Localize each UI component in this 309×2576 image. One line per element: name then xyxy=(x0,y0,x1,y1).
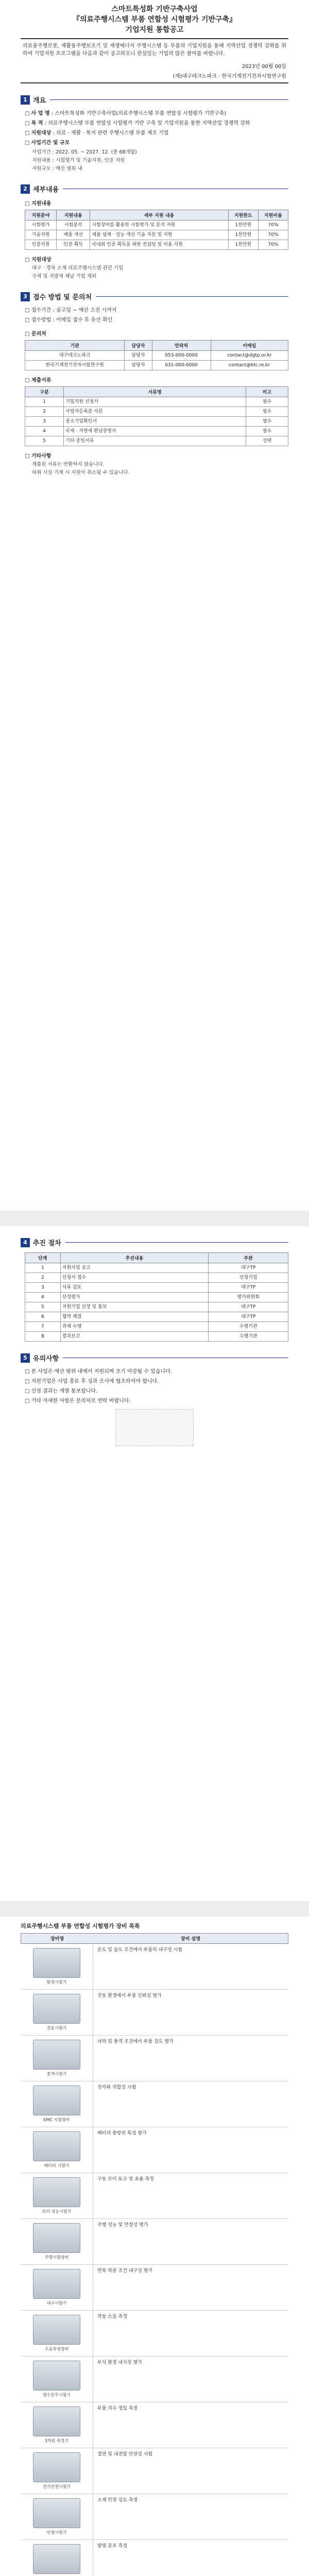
equipment-photo xyxy=(21,2127,93,2173)
equipment-description: 낙하 및 충격 조건에서 부품 강도 평가 xyxy=(97,2039,174,2044)
section-number: 1 xyxy=(21,95,30,105)
equipment-description: 반복 하중 조건 내구성 평가 xyxy=(97,2268,153,2274)
table-row: 2 신청서 접수 신청기업 xyxy=(25,1273,288,1283)
table-row: 1 기업지원 신청서 필수 xyxy=(25,397,288,407)
equipment-photo xyxy=(21,2402,93,2448)
section-notes xyxy=(21,1353,288,1363)
equipment-row xyxy=(21,2357,288,2402)
equipment-row xyxy=(21,2127,288,2173)
table-row: 5 기타 증빙서류 선택 xyxy=(25,436,288,446)
section-details xyxy=(21,184,288,194)
equipment-row xyxy=(21,1944,288,1990)
overview-item: □ 목 적 : 의료주행시스템 부품 연합성 시험평가 기반 구축 및 기업지원을 통한 지역산업 경쟁력 강화 xyxy=(25,121,250,126)
doc-header xyxy=(21,4,288,35)
table-row: 5 지원기업 선정 및 통보 대구TP xyxy=(25,1302,288,1312)
table-row: 3 서류 검토 대구TP xyxy=(25,1283,288,1293)
period-line: 사업기간 : 2022. 05. ~ 2027. 12. (총 68개월) xyxy=(32,149,137,155)
section-overview xyxy=(21,95,288,105)
equipment-image xyxy=(33,2131,80,2161)
equipment-row xyxy=(21,2311,288,2357)
equipment-photo xyxy=(21,2357,93,2402)
equipment-image xyxy=(33,2361,80,2391)
note-line: 대구 · 경북 소재 의료주행시스템 관련 기업 xyxy=(32,265,124,271)
section-rule xyxy=(96,296,288,297)
doc-subtitle: 『의료주행시스템 부품 연합성 시험평가 기반구축』 xyxy=(73,15,236,24)
application-item: □ 접수기간 : 공고일 ~ 예산 소진 시까지 xyxy=(25,308,117,313)
equipment-description: 부식 환경 내식성 평가 xyxy=(97,2360,142,2365)
etc-line: 허위 사실 기재 시 지원이 취소될 수 있습니다. xyxy=(32,470,130,476)
equipment-name: 배터리 시험기 xyxy=(44,2163,70,2168)
equipment-description: 전자파 적합성 시험 xyxy=(97,2085,136,2090)
equipment-description: 온도 및 습도 조건에서 부품의 내구성 시험 xyxy=(97,1947,182,1953)
section-number: 4 xyxy=(21,1238,30,1247)
etc-heading: □ 기타사항 xyxy=(25,453,52,459)
period-line: 지원규모 : 예산 범위 내 xyxy=(32,166,82,172)
equipment-name: 소음측정장비 xyxy=(44,2347,69,2351)
equipment-photo xyxy=(21,1944,93,1989)
equipment-image xyxy=(33,2544,80,2574)
equipment-photo xyxy=(21,2311,93,2356)
section-application xyxy=(21,292,288,301)
equipment-row xyxy=(21,2402,288,2448)
doc-page-2 xyxy=(21,1226,288,1901)
equipment-name: 주행시험장비 xyxy=(44,2255,69,2260)
section-number: 3 xyxy=(21,292,30,301)
notice-date: 2023년 00월 00일 xyxy=(242,64,286,70)
equipment-image xyxy=(33,2406,80,2436)
table-row: 4 국세 · 지방세 완납증명서 필수 xyxy=(25,427,288,436)
equipment-name: 충격시험기 xyxy=(46,2072,67,2076)
equipment-description: 소재 인장 강도 측정 xyxy=(97,2498,138,2503)
equipment-description: 발열 분포 측정 xyxy=(97,2544,127,2549)
details-subheading: □ 지원내용 xyxy=(25,201,52,207)
equipment-photo xyxy=(21,2036,93,2081)
doc-subtitle2: 기업지원 통합공고 xyxy=(125,26,184,34)
table-row: 2 사업자등록증 사본 필수 xyxy=(25,407,288,417)
section-rule xyxy=(65,1242,288,1243)
equipment-row xyxy=(21,2219,288,2265)
table-row: 8 결과보고 수행기관 xyxy=(25,1332,288,1342)
equipment-name: 환경시험기 xyxy=(46,1980,67,1985)
table-row: 3 중소기업확인서 필수 xyxy=(25,417,288,427)
equipment-title: 의료주행시스템 부품 연합성 시험평가 장비 목록 xyxy=(21,1923,140,1929)
equipment-description: 진동 환경에서 부품 신뢰성 평가 xyxy=(97,1993,162,1998)
notice-item: □ 기타 자세한 사항은 문의처로 연락 바랍니다. xyxy=(25,1398,131,1404)
process-table: 단계 추진내용 주관 1 지원사업 공고 대구TP 2 신청서 접수 신청기업 3 서류 검토 대구TP 4 선정평가 평가위원회 5 지원기업 선정 및 통보 대구TP 6 협약 체결 대구TP 7 과제 수행 수행기관 8 결과보고 수행기관 xyxy=(25,1252,288,1342)
equipment-name: 3차원 측정기 xyxy=(44,2438,69,2443)
equipment-name: 모터 성능시험기 xyxy=(42,2209,72,2214)
table-row: 인증지원 인증 획득 국내외 인증 획득을 위한 컨설팅 및 비용 지원 1천만원 70% xyxy=(25,240,288,250)
official-seal xyxy=(115,1409,194,1446)
docs-heading: □ 제출서류 xyxy=(25,378,52,383)
equipment-list xyxy=(21,1944,288,2576)
overview-item: □ 사 업 명 : 스마트특성화 기반구축사업(의료주행시스템 부품 연합성 시험평가 기반구축) xyxy=(25,111,227,116)
table-row: 7 과제 수행 수행기관 xyxy=(25,1322,288,1332)
section-number: 2 xyxy=(21,184,30,194)
notice-item: □ 선정 결과는 개별 통보합니다. xyxy=(25,1388,98,1394)
docs-table: 구분 서류명 비고 1 기업지원 신청서 필수 2 사업자등록증 사본 필수 3 중소기업확인서 필수 4 국세 · 지방세 완납증명서 필수 5 기타 증빙서류 선택 xyxy=(25,386,288,446)
section-number: 5 xyxy=(21,1353,30,1363)
application-item: □ 접수방법 : 이메일 접수 후 유선 확인 xyxy=(25,317,113,323)
section-rule xyxy=(50,99,288,100)
equipment-name: 내구시험기 xyxy=(46,2301,67,2306)
notice-org: (재)대구테크노파크 · 한국기계전기전자시험연구원 xyxy=(173,74,286,79)
notice-item: □ 본 사업은 예산 범위 내에서 지원되며 조기 마감될 수 있습니다. xyxy=(25,1369,172,1375)
equipment-photo xyxy=(21,2448,93,2494)
equipment-photo xyxy=(21,2540,93,2576)
section-process xyxy=(21,1238,288,1247)
equipment-name: 전기안전시험기 xyxy=(42,2484,71,2489)
section-title: 추진 절차 xyxy=(33,1240,61,1247)
doc-page-1 xyxy=(21,0,288,1211)
equipment-description: 배터리 충방전 특성 평가 xyxy=(97,2131,147,2136)
contact-heading: □ 문의처 xyxy=(25,331,46,337)
equipment-image xyxy=(33,2040,80,2070)
equipment-image xyxy=(33,2269,80,2299)
page-gap xyxy=(0,1901,309,1917)
table-row: 6 협약 체결 대구TP xyxy=(25,1312,288,1322)
equipment-image xyxy=(33,2086,80,2115)
section-title: 접수 방법 및 문의처 xyxy=(33,294,92,301)
table-row: 시험평가 시험분석 시험장비를 활용한 시험평가 및 분석 지원 1천만원 70% xyxy=(25,221,288,230)
equipment-row xyxy=(21,2448,288,2494)
etc-line: 제출된 서류는 반환하지 않습니다. xyxy=(32,462,105,467)
equipment-row xyxy=(21,1990,288,2036)
equipment-name: 염수분무시험기 xyxy=(42,2393,71,2397)
section-title: 세부내용 xyxy=(33,186,59,194)
page-gap xyxy=(0,1211,309,1226)
equipment-image xyxy=(33,1994,80,2024)
equipment-photo xyxy=(21,2219,93,2264)
equipment-name: 진동시험기 xyxy=(46,2026,67,2030)
equipment-row xyxy=(21,2494,288,2540)
equipment-row xyxy=(21,2265,288,2311)
section-title: 유의사항 xyxy=(33,1355,59,1363)
equipment-description: 구동 모터 토크 및 효율 측정 xyxy=(97,2177,154,2182)
overview-item: □ 사업기간 및 규모 xyxy=(25,140,70,146)
intro-text: 의료용주행로봇, 재활용주행보조기 및 재생에너지 주행시스템 등 부품의 기업지원을 통해 지역산업 경쟁력 강화를 위하여 기업지원 프로그램을 다음과 같이 공고하오니 관심있는 기업의 많은 참여를 바랍니다. xyxy=(23,43,286,57)
equipment-description: 작동 소음 측정 xyxy=(97,2314,127,2319)
doc-page-3 xyxy=(21,1917,288,2576)
equipment-name: EMC 시험장비 xyxy=(43,2117,70,2122)
equipment-header: 장비명 장비 설명 xyxy=(21,1933,288,1944)
equipment-description: 부품 치수 정밀 측정 xyxy=(97,2406,138,2411)
table-row: 한국기계전기전자시험연구원 담당자 031-000-0000 contact@ktc.re.kr xyxy=(25,361,288,370)
notice-item: □ 지원기업은 사업 종료 후 성과 조사에 협조하여야 합니다. xyxy=(25,1379,159,1384)
equipment-image xyxy=(33,2315,80,2345)
equipment-row xyxy=(21,2081,288,2127)
overview-item: □ 지원대상 : 의료 · 재활 · 복지 관련 주행시스템 부품 제조 기업 xyxy=(25,130,169,136)
intro-box xyxy=(21,38,288,83)
equipment-image xyxy=(33,1948,80,1978)
equipment-image xyxy=(33,2177,80,2207)
table-row: 4 선정평가 평가위원회 xyxy=(25,1293,288,1302)
equipment-description: 절연 및 내전압 안전성 시험 xyxy=(97,2452,153,2457)
equipment-image xyxy=(33,2452,80,2482)
equipment-row xyxy=(21,2173,288,2219)
support-table: 지원분야 지원내용 세부 지원 내용 지원한도 지원비율 시험평가 시험분석 시험장비를 활용한 시험평가 및 분석 지원 1천만원 70% 기술지원 제품 개선 제품 설계 · 성능 개선 기술 자문 및 지원 1천만원 70% 인증지원 인증 획득 국내외 인증 획득을 위한 컨설팅 및 비용 지원 1천만원 70% xyxy=(25,210,288,250)
equipment-photo xyxy=(21,2265,93,2310)
equipment-image xyxy=(33,2223,80,2253)
equipment-description: 주행 성능 및 안정성 평가 xyxy=(97,2223,148,2228)
table-row: 대구테크노파크 담당자 053-000-0000 contact@dgtp.or.kr xyxy=(25,351,288,361)
equipment-photo xyxy=(21,1990,93,2035)
equipment-row xyxy=(21,2036,288,2081)
doc-title: 스마트특성화 기반구축사업 xyxy=(111,5,198,13)
table-row: 1 지원사업 공고 대구TP xyxy=(25,1263,288,1273)
equipment-name: 인장시험기 xyxy=(46,2530,67,2535)
equipment-photo xyxy=(21,2494,93,2539)
section-title: 개요 xyxy=(33,97,46,105)
contact-table: 기관 담당자 연락처 이메일 대구테크노파크 담당자 053-000-0000 contact@dgtp.or.kr 한국기계전기전자시험연구원 담당자 031-000-0000 contact@ktc.re.kr xyxy=(25,340,288,370)
equipment-image xyxy=(33,2498,80,2528)
equipment-photo xyxy=(21,2173,93,2218)
details-subheading: □ 지원대상 xyxy=(25,257,52,263)
equipment-row xyxy=(21,2540,288,2576)
table-row: 기술지원 제품 개선 제품 설계 · 성능 개선 기술 자문 및 지원 1천만원 70% xyxy=(25,230,288,240)
note-line: 국세 및 지방세 체납 기업 제외 xyxy=(32,274,97,279)
equipment-photo xyxy=(21,2081,93,2127)
period-line: 지원내용 : 시험평가 및 기술지원, 인증 지원 xyxy=(32,158,125,163)
